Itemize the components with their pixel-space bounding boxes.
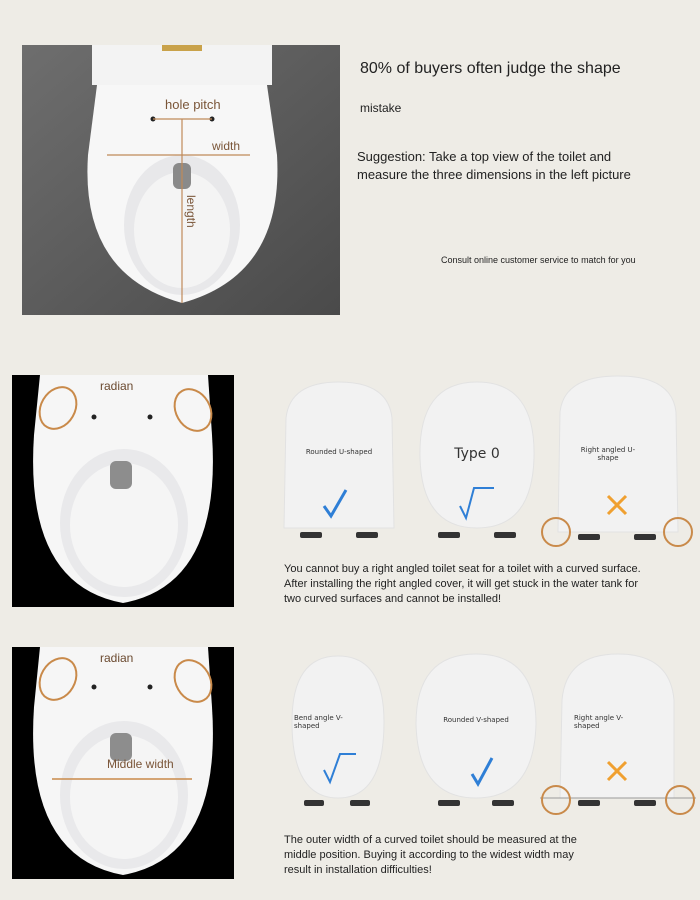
seat-label-right-angle-v: Right angle V-shaped	[574, 714, 624, 730]
radian-label-2: radian	[100, 651, 134, 665]
seat-bend-angle-v	[288, 652, 388, 808]
toilet-radian-photo	[12, 375, 234, 607]
length-label: length	[184, 195, 198, 228]
seat-label-right-angled-u: Right angled U-shape	[580, 446, 636, 462]
seat-type-0	[414, 378, 540, 540]
middle-width-label: Middle width	[107, 757, 174, 771]
section3-note: The outer width of a curved toilet should be measured at the middle position. Buying it according to the widest width may result in installation difficulties!	[284, 834, 577, 876]
section2-note: You cannot buy a right angled toilet seat for a toilet with a curved surface. After installing the right angled cover, it will get stuck in the water tank for two curved surfaces and cannot be installed!	[284, 563, 641, 605]
seat-label-rounded-u: Rounded U-shaped	[305, 448, 373, 456]
seat-rounded-u	[276, 378, 402, 540]
suggestion-text: Suggestion: Take a top view of the toilet and measure the three dimensions in the left picture	[357, 149, 631, 182]
hole-pitch-label: hole pitch	[165, 97, 221, 112]
seat-rounded-v	[412, 650, 540, 808]
radian-label: radian	[100, 379, 134, 393]
seat-label-bend-angle-v: Bend angle V-shaped	[294, 714, 343, 730]
toilet-middle-width-photo	[12, 647, 234, 879]
width-label: width	[212, 139, 241, 153]
seat-label-type-0: Type 0	[454, 446, 500, 462]
seat-right-angled-u	[538, 372, 698, 552]
toilet-top-view-photo	[22, 45, 340, 315]
headline: 80% of buyers often judge the shape	[360, 60, 621, 77]
consult-text: Consult online customer service to match for you	[441, 255, 636, 265]
mistake-subhead: mistake	[360, 101, 402, 115]
seat-label-rounded-v: Rounded V-shaped	[443, 716, 509, 724]
seat-right-angle-v	[540, 650, 696, 816]
